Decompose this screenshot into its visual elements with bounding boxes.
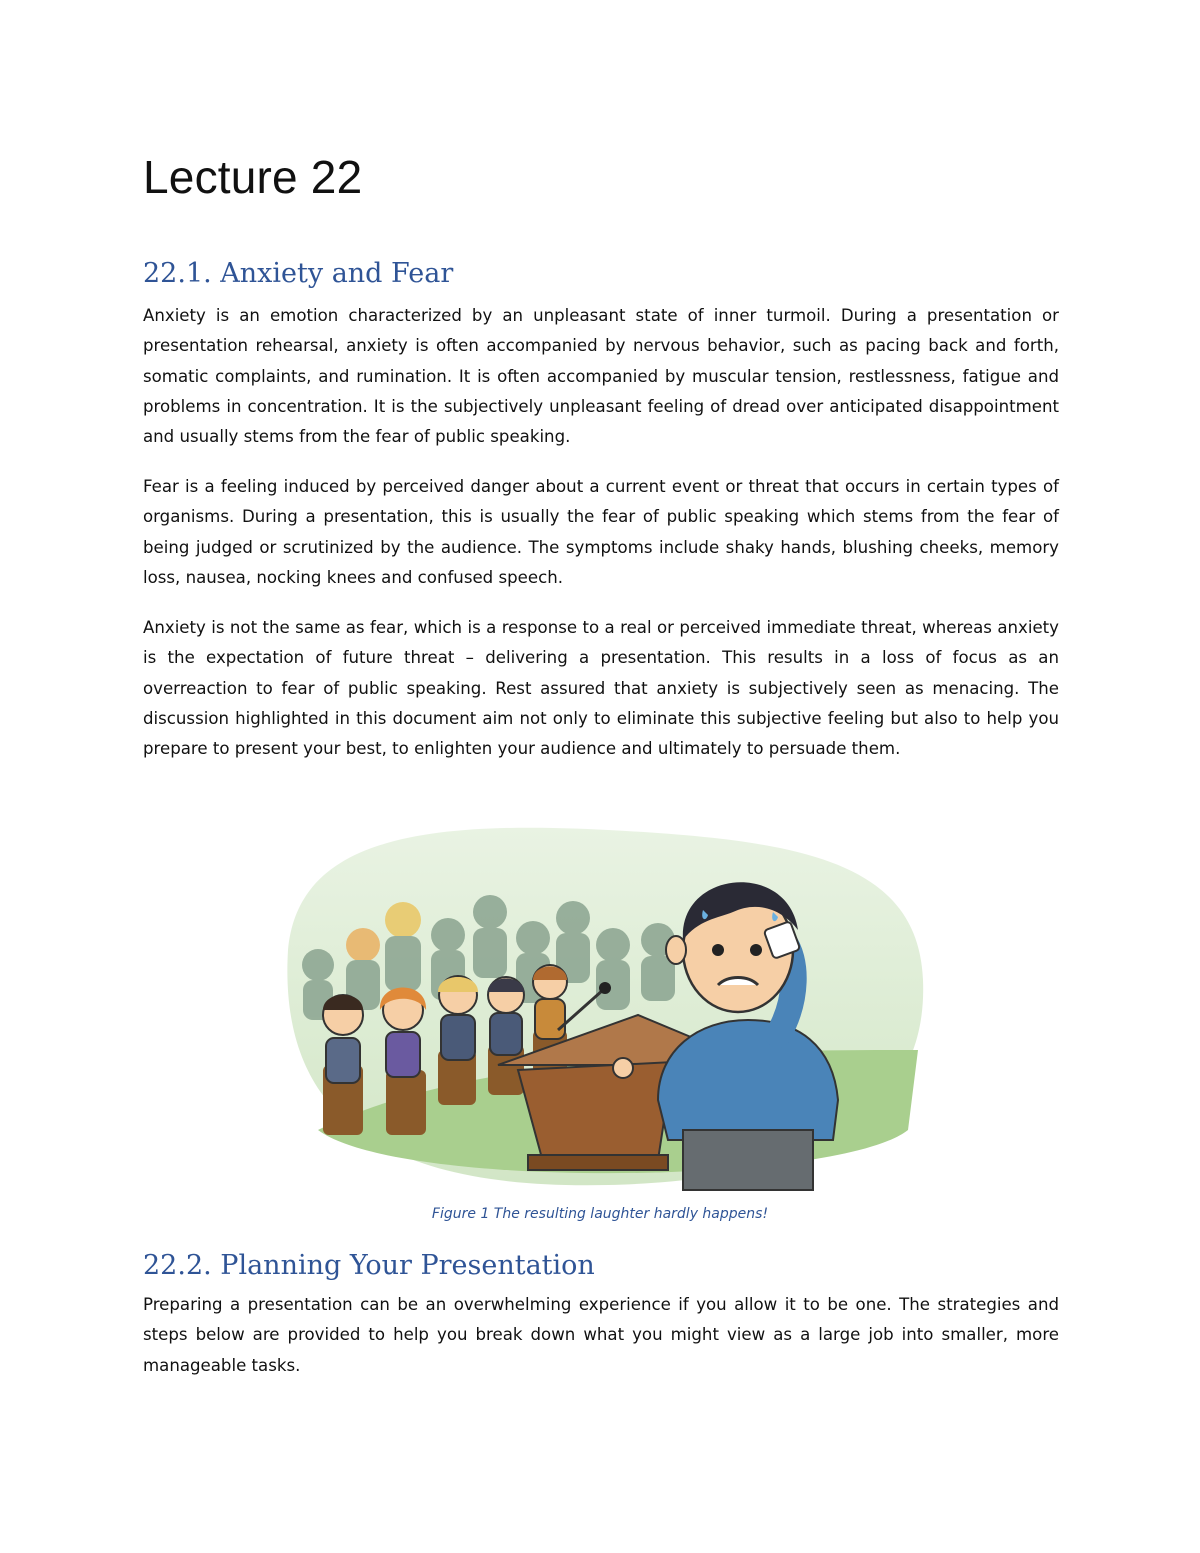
- section-heading-anxiety-fear: 22.1. Anxiety and Fear: [143, 258, 454, 289]
- paragraph-fear-definition: Fear is a feeling induced by perceived danger about a current event or threat that occurs in certain types of organisms. During a presentation, this is usually the fear of public speaking which stems from the fear of being judged or scrutinized by the audience. The symptoms include shaky hands, blushing cheeks, memory loss, nausea, nocking knees and confused speech.: [143, 477, 1059, 587]
- figure-nervous-speaker-illustration: [278, 800, 928, 1200]
- paragraph-anxiety-definition: Anxiety is an emotion characterized by an unpleasant state of inner turmoil. During a presentation or presentation rehearsal, anxiety is often accompanied by nervous behavior, such as pacing back and forth, somatic complaints, and rumination. It is often accompanied by muscular tension, restlessness, fatigue and problems in concentration. It is the subjectively unpleasant feeling of dread over anticipated disappointment and usually stems from the fear of public speaking.: [143, 306, 1059, 447]
- section-heading-planning: 22.2. Planning Your Presentation: [143, 1250, 595, 1281]
- page-title: Lecture 22: [143, 151, 363, 203]
- paragraph-planning-intro: Preparing a presentation can be an overwhelming experience if you allow it to be one. The strategies and steps below are provided to help you break down what you might view as a large job into smaller, more manageable tasks.: [143, 1295, 1059, 1375]
- paragraph-anxiety-vs-fear: Anxiety is not the same as fear, which is a response to a real or perceived immediate threat, whereas anxiety is the expectation of future threat – delivering a presentation. This results in a loss of focus as an overreaction to fear of public speaking. Rest assured that anxiety is subjectively seen as menacing. The discussion highlighted in this document aim not only to eliminate this subjective feeling but also to help you prepare to present your best, to enlighten your audience and ultimately to persuade them.: [143, 618, 1059, 759]
- figure-caption: Figure 1 The resulting laughter hardly happens!: [431, 1206, 769, 1222]
